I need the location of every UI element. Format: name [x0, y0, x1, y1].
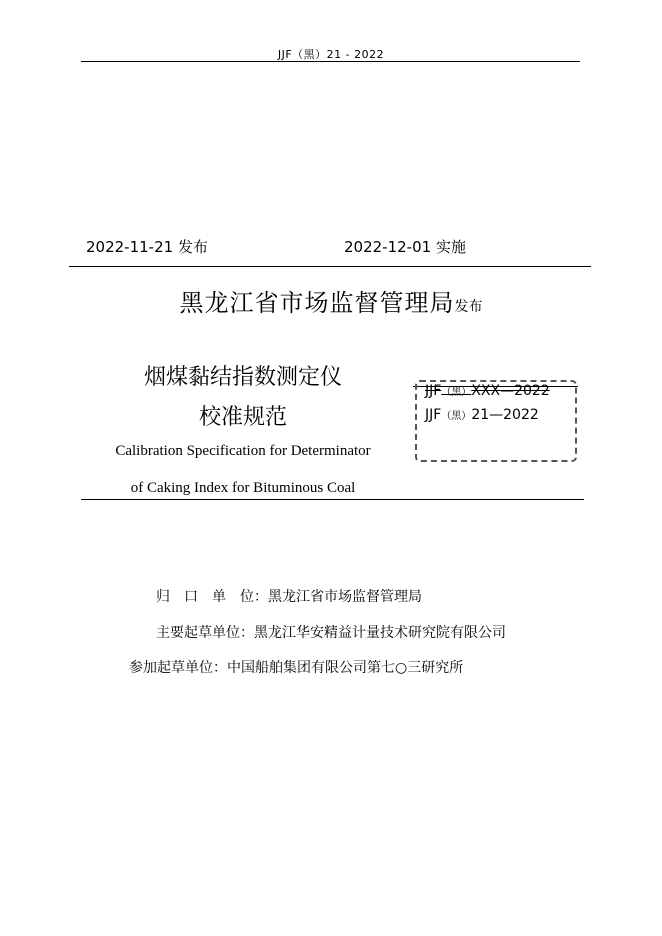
unit-row-main-drafter	[156, 622, 506, 642]
code-new-paren: （黑）	[441, 411, 472, 422]
unit-row-responsible	[156, 586, 422, 606]
unit-label: 参加起草单位：	[129, 660, 227, 676]
title-en-line2: of Caking Index for Bituminous Coal	[130, 480, 356, 496]
unit-value: 黑龙江省市场监督管理局	[268, 589, 422, 605]
title-cn-line2: 校准规范	[198, 405, 287, 430]
code-old-paren: （黑）	[441, 387, 472, 398]
header-code: JJF（黑）21 - 2022	[277, 48, 385, 61]
unit-value: 中国船舶集团有限公司第七○三研究所	[227, 660, 464, 676]
unit-value: 黑龙江华安精益计量技术研究院有限公司	[254, 625, 506, 641]
code-old-prefix: JJF	[425, 383, 442, 399]
unit-label: 主要起草单位：	[156, 625, 254, 641]
code-old	[425, 383, 550, 399]
issue-date: 2022-11-21 发布	[86, 238, 208, 256]
header-rule	[81, 61, 580, 62]
title-en-line1: Calibration Specification for Determinator	[115, 443, 371, 459]
issuer-line	[0, 283, 662, 318]
implement-date: 2022-12-01 实施	[344, 238, 466, 256]
issuer-name: 黑龙江省市场监督管理局	[179, 289, 455, 317]
date-rule	[69, 266, 591, 267]
unit-label: 归 口 单 位：	[156, 589, 268, 605]
title-cn-line1: 烟煤黏结指数测定仪	[143, 365, 342, 390]
code-old-number: XXX—2022	[471, 383, 550, 399]
title-rule	[81, 499, 584, 500]
unit-row-participating-drafter	[129, 657, 463, 677]
code-new-number: 21—2022	[471, 407, 539, 423]
issuer-suffix: 发布	[454, 299, 483, 315]
code-new-prefix: JJF	[425, 407, 442, 423]
code-new	[425, 407, 539, 423]
